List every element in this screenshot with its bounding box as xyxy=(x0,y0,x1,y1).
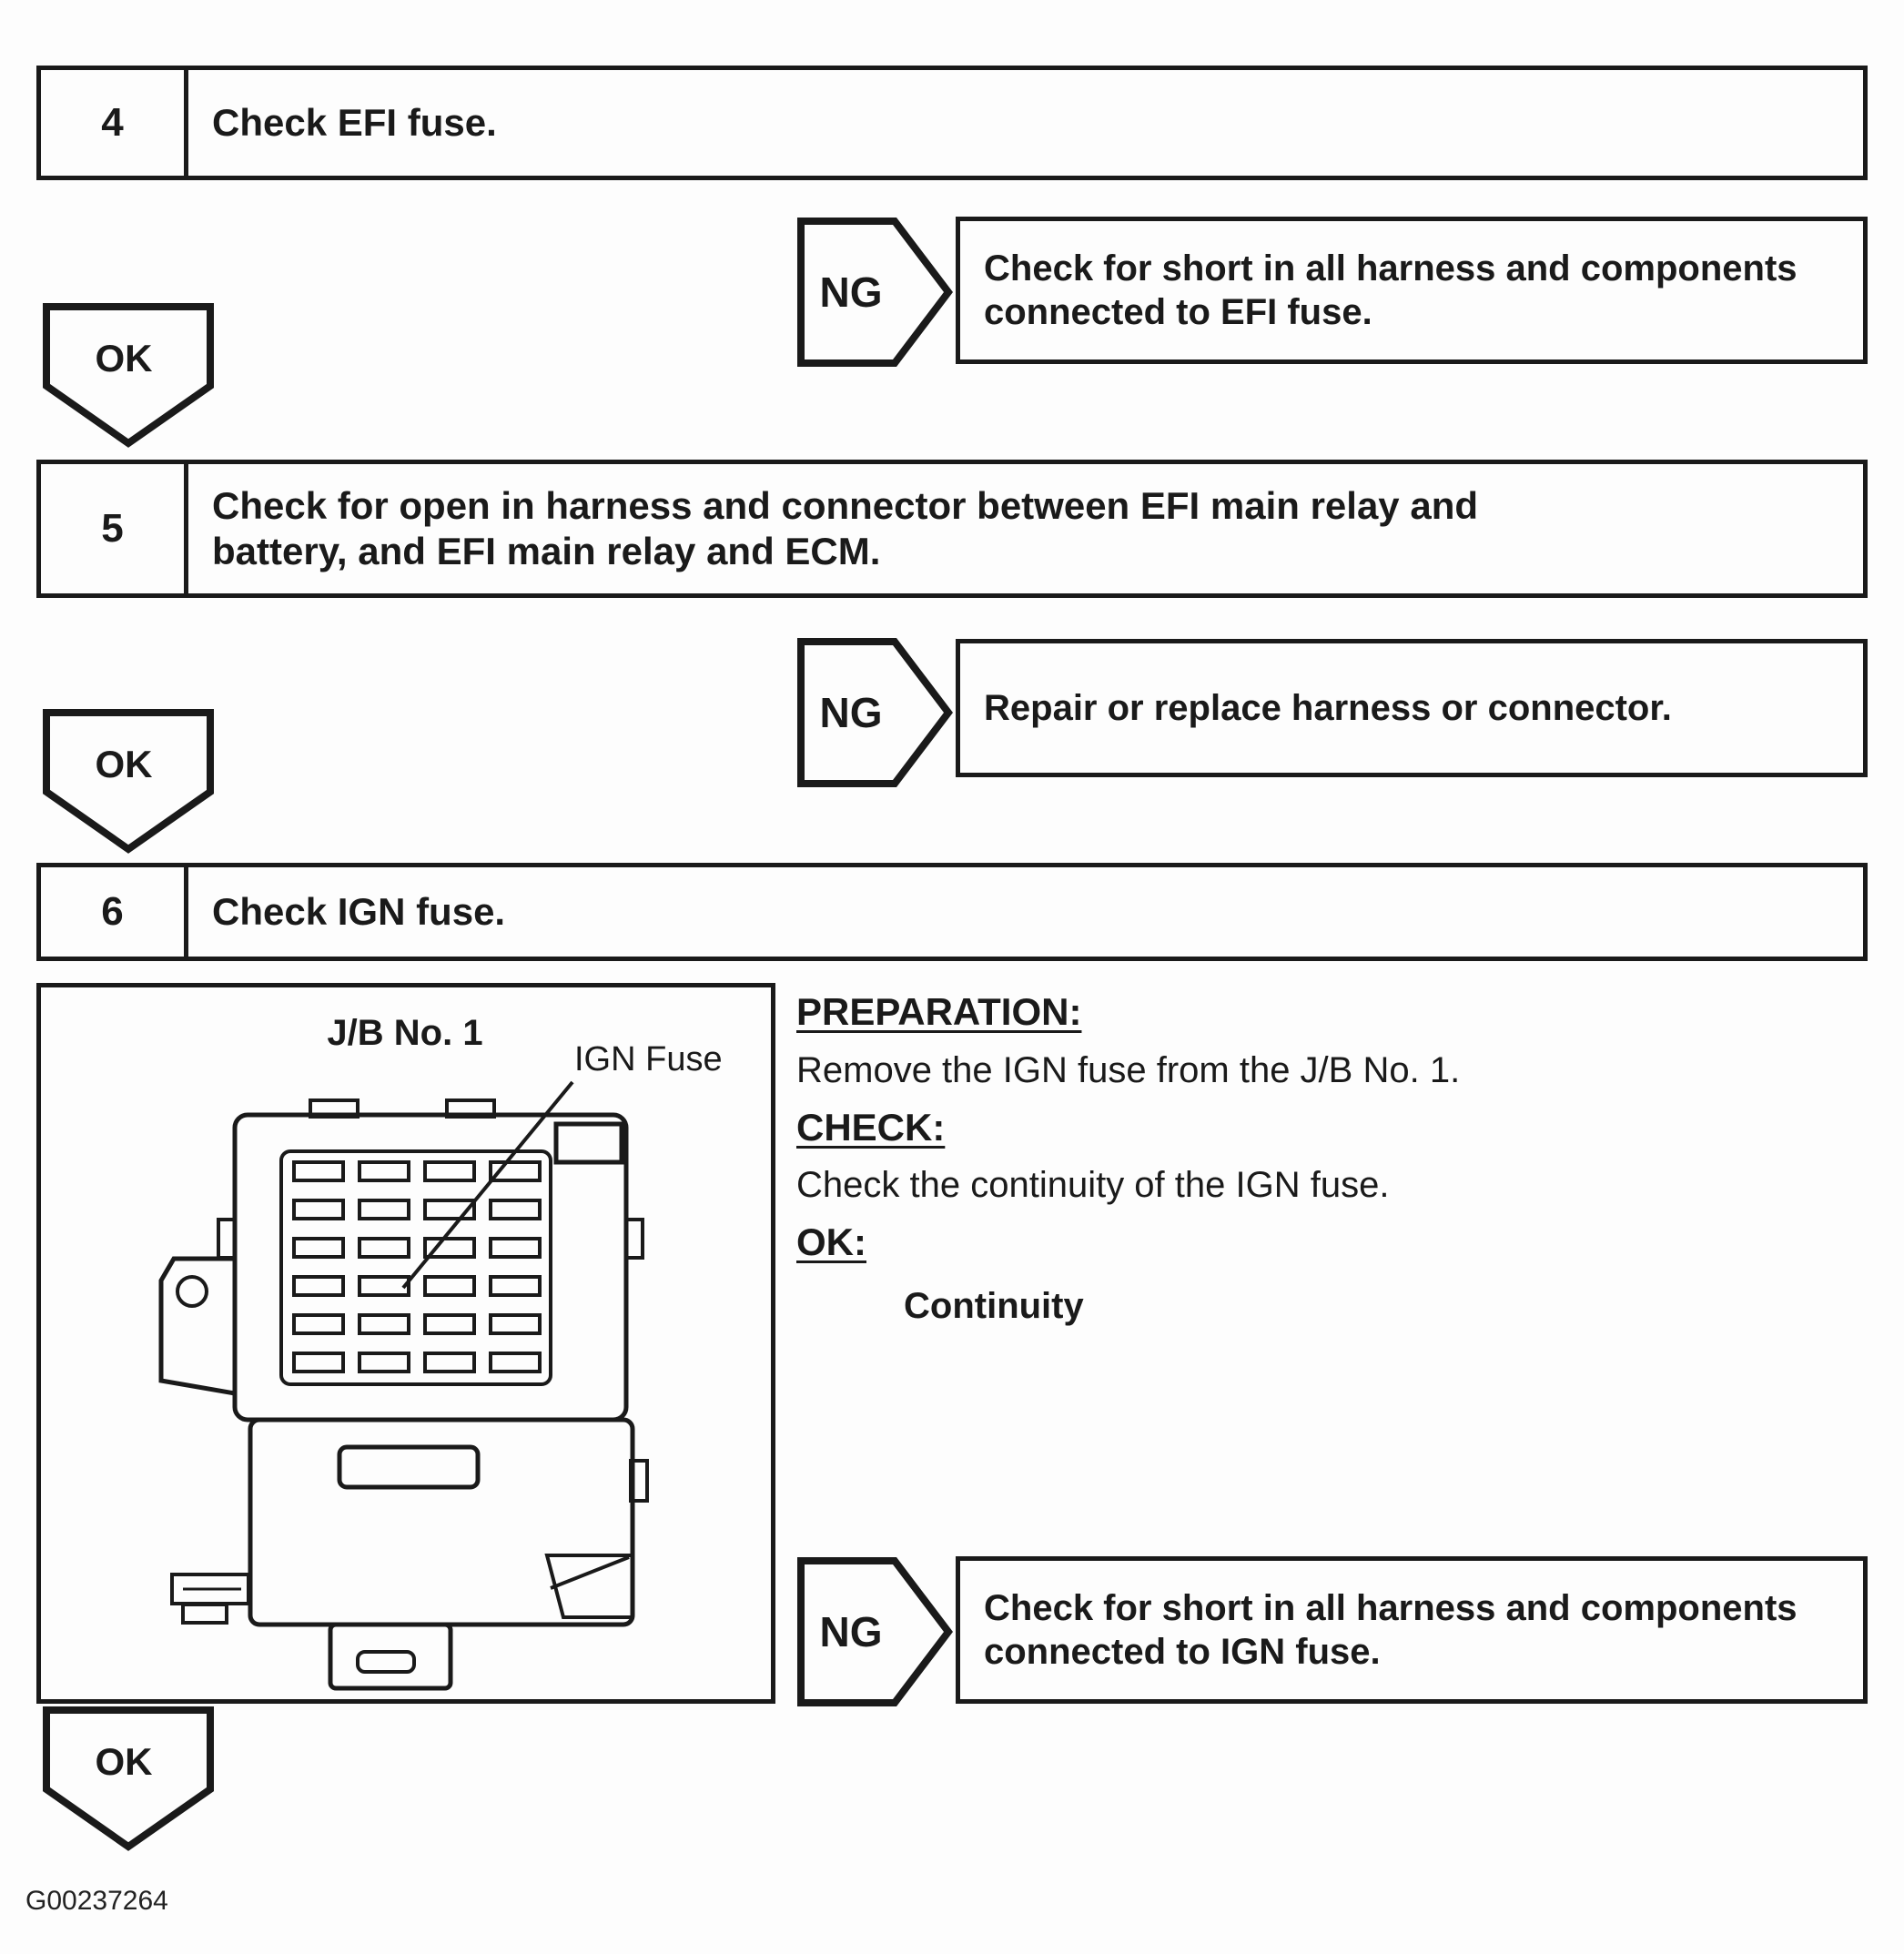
ok-arrow-2 xyxy=(42,708,215,854)
illustration-panel xyxy=(36,983,775,1704)
step-4-number: 4 xyxy=(41,70,188,176)
step-6-box xyxy=(36,863,1868,961)
ng-arrow-3 xyxy=(796,1556,953,1707)
junction-box-illustration xyxy=(41,987,771,1699)
ok-arrow-1 xyxy=(42,302,215,448)
step-5-title: Check for open in harness and connector between EFI main relay and battery, and EFI main relay and ECM. xyxy=(212,484,1479,572)
ok-heading: OK: xyxy=(796,1220,866,1263)
ng-result-box-2 xyxy=(956,639,1868,777)
ok-result-text: Continuity xyxy=(904,1285,1084,1326)
junction-box-body xyxy=(250,1420,633,1625)
check-text: Check the continuity of the IGN fuse. xyxy=(796,1165,1390,1205)
procedure-details xyxy=(796,988,1870,1340)
ng-result-text: Repair or replace harness or connector. xyxy=(984,688,1672,728)
step-4-box xyxy=(36,66,1868,180)
bracket-hole xyxy=(177,1277,207,1306)
ng-result-box-1 xyxy=(956,217,1868,364)
ng-label: NG xyxy=(819,268,883,316)
ng-arrow-1 xyxy=(796,217,953,368)
ign-fuse-label: IGN Fuse xyxy=(574,1040,723,1078)
step-6-title: Check IGN fuse. xyxy=(212,890,506,934)
ng-arrow-2 xyxy=(796,637,953,788)
ok-label: OK xyxy=(95,743,153,785)
ng-result-box-3 xyxy=(956,1556,1868,1704)
step-5-number: 5 xyxy=(41,464,188,593)
step-4-title: Check EFI fuse. xyxy=(212,101,497,145)
ng-label: NG xyxy=(819,689,883,736)
preparation-heading: PREPARATION: xyxy=(796,990,1082,1033)
step-5-box xyxy=(36,460,1868,598)
ok-label: OK xyxy=(95,1740,153,1783)
ok-arrow-3 xyxy=(42,1706,215,1851)
step-6-number: 6 xyxy=(41,867,188,957)
preparation-text: Remove the IGN fuse from the J/B No. 1. xyxy=(796,1049,1461,1090)
figure-code: G00237264 xyxy=(25,1886,168,1916)
ok-label: OK xyxy=(95,337,153,380)
fuse-slots xyxy=(294,1162,540,1372)
check-heading: CHECK: xyxy=(796,1105,946,1149)
ng-result-text: Check for short in all harness and components connected to IGN fuse. xyxy=(984,1588,1798,1672)
ng-label: NG xyxy=(819,1608,883,1655)
jb-no1-label: J/B No. 1 xyxy=(327,1013,483,1053)
ng-result-text: Check for short in all harness and components connected to EFI fuse. xyxy=(984,248,1798,332)
fuse-grid xyxy=(281,1151,551,1384)
bottom-connector xyxy=(330,1625,451,1688)
